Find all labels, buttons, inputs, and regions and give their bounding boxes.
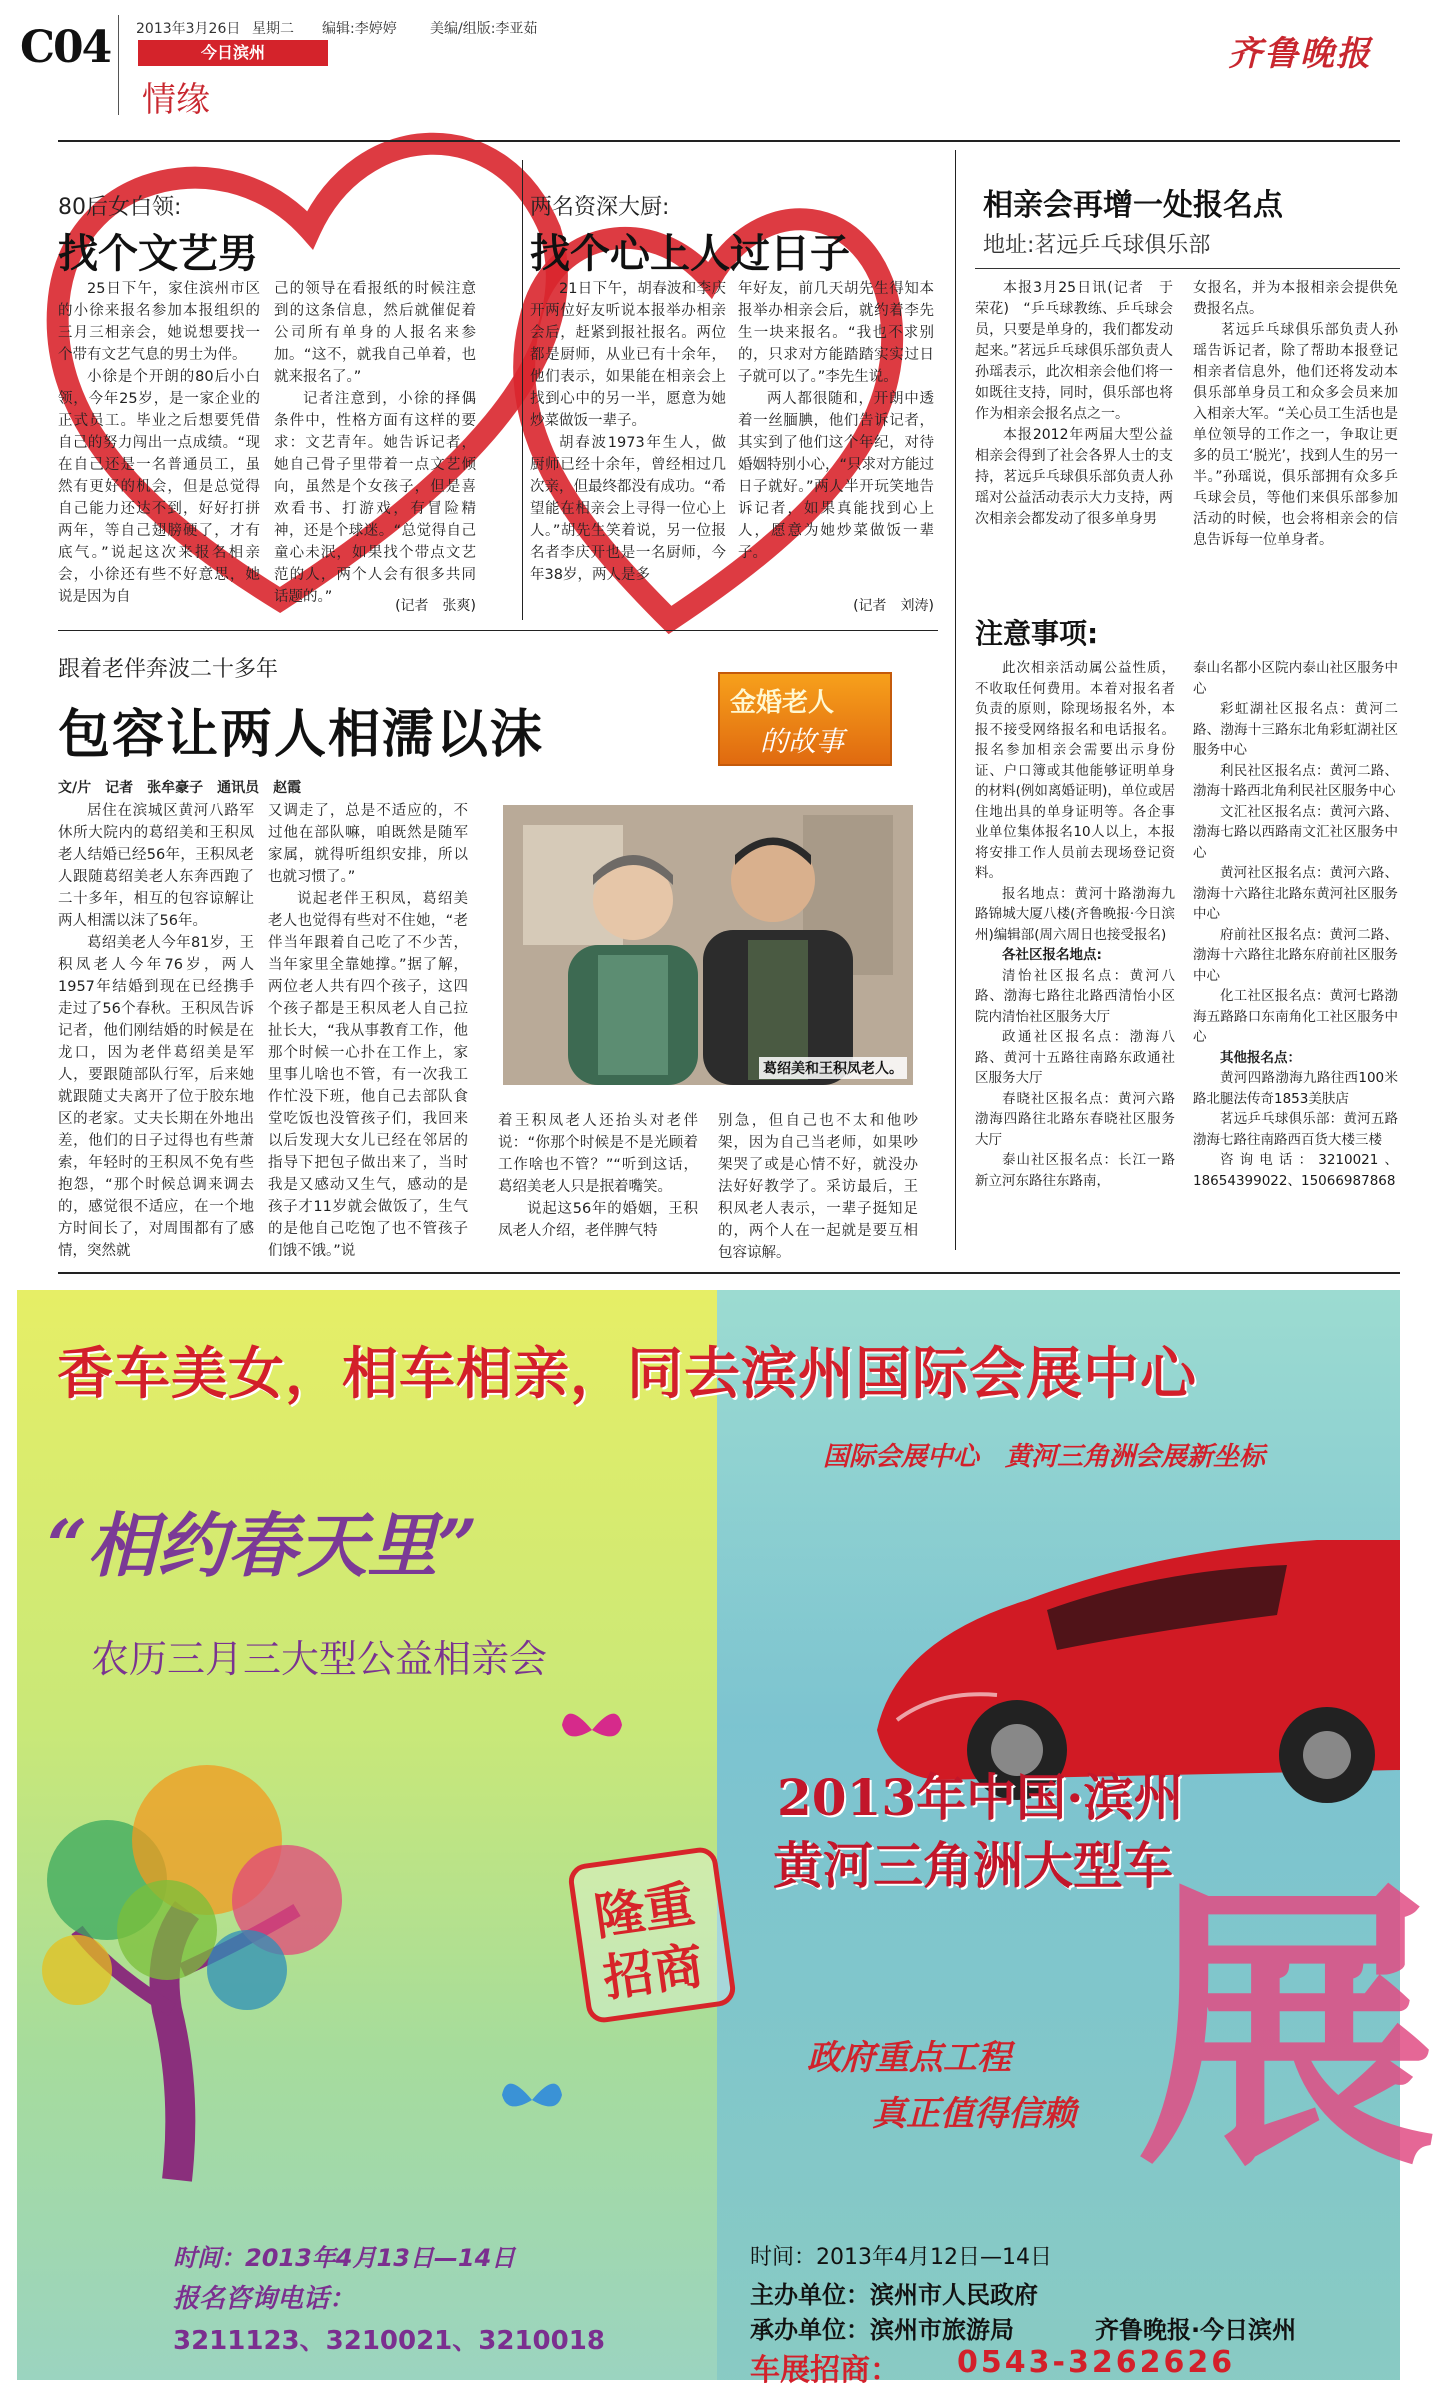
- paragraph: 别急，但自己也不太和他吵架，因为自己当老师，如果吵架哭了或是心情不好，就没办法好好教学了。采访最后，王积凤老人表示，一辈子挺知足的，两个人在一起就是要互相包容谅解。: [718, 1113, 918, 1261]
- paragraph: 葛绍美老人今年81岁，王积凤老人今年76岁，两人1957年结婚到现在已经携手走过了56个春秋。王积凤告诉记者，他们刚结婚的时候是在龙口，因为老伴葛绍美是军人，要跟随部队行军，后来她就跟随丈夫离开了位于胶东地区的老家。丈夫长期在外地出差，他们的日子过得也有些萧索，年轻时的王积凤不免有些抱怨，“那个时候总调来调去的，感觉很不适应，在一个地方时间长了，对周围都有了感情，突然就: [58, 935, 254, 1259]
- notice-location: 政通社区报名点：渤海八路、黄河十五路往南路东政通社区服务大厅: [975, 1029, 1175, 1086]
- notice-location: 泰山社区报名点：长江一路新立河东路往东路南，: [975, 1152, 1175, 1189]
- notice-column-a: [975, 658, 1175, 1248]
- story-column-2: [738, 278, 934, 610]
- notice-intro: 此次相亲活动属公益性质，不收取任何费用。本着对报名者负责的原则，除现场报名外，本报不接受网络报名和电话报名。报名参加相亲会需要出示身份证、户口簿或其他能够证明单身的材料(例如离婚证明)，单位或居住地出具的单身证明等。各企事业单位集体报名10人以上，本报将安排工作人员前去现场登记资料。: [975, 660, 1175, 881]
- paragraph: 本报3月25日讯(记者 于荣花) “乒乓球教练、乒乓球会员，只要是单身的，我们都发动起来。”茗远乒乓球俱乐部负责人孙瑶表示，此次相亲会他们将一如既往支持，同时，俱乐部也将作为相亲会报名点之一。: [975, 280, 1173, 422]
- notice-location: 黄河社区报名点：黄河六路、渤海十六路往北路东黄河社区服务中心: [1193, 865, 1398, 922]
- story-column-4: [718, 1110, 918, 1263]
- story-title: 包容让两人相濡以沫: [58, 705, 545, 765]
- stamp-line-2: 招商: [599, 1936, 707, 2008]
- event-time: 时间：2013年4月13日—14日: [173, 2244, 516, 2272]
- story-kicker: 两名资深大厨:: [530, 195, 670, 220]
- stamp-line-1: 隆重: [591, 1875, 699, 1947]
- notice-location: 府前社区报名点：黄河二路、渤海十六路往北路东府前社区服务中心: [1193, 926, 1398, 984]
- couple-photo-illustration: [503, 805, 913, 1085]
- story-column-2: [268, 800, 468, 1263]
- notice-location: 化工社区报名点：黄河七路渤海五路路口东南角化工社区服务中心: [1193, 988, 1398, 1045]
- paragraph: 本报2012年两届大型公益相亲会得到了社会各界人士的支持，茗远乒乓球俱乐部负责人孙瑶对公益活动表示大力支持，两次相亲会都发动了很多单身男: [975, 427, 1173, 527]
- story-kicker: 80后女白领:: [58, 195, 182, 220]
- story-byline: (记者 张爽): [395, 598, 476, 614]
- paragraph: 又调走了，总是不适应的，不过他在部队嘛，咱既然是随军家属，就得听组织安排，所以也就习惯了。”: [268, 803, 468, 885]
- badge-line-2: 的故事: [760, 725, 845, 758]
- design-credit: 美编/组版:李亚茹: [430, 21, 538, 37]
- paragraph: 年好友，前几天胡先生得知本报举办相亲会后，就约着李先生一块来报名。“我也不求别的，只求对方能踏踏实实过日子就可以了。”李先生说。: [738, 281, 934, 385]
- expo-big-character: 展: [1137, 1853, 1437, 2206]
- event-title: “相约春天里”: [47, 1504, 478, 1587]
- registration-label: 报名咨询电话：: [173, 2284, 356, 2314]
- story-column-1: [58, 278, 260, 610]
- paragraph: 己的领导在看报纸的时候注意到的这条信息，然后就催促着公司所有单身的人报名来参加。“这不，就我自己单着，也就来报名了。”: [274, 281, 476, 385]
- story-kicker: 跟着老伴奔波二十多年: [58, 657, 279, 682]
- story-white-collar: [58, 150, 520, 620]
- notice-location: 黄河四路渤海九路往西100米路北腿法传奇1853美肤店: [1193, 1070, 1398, 1107]
- expo-title-line-2: 黄河三角洲大型车: [773, 1836, 1173, 1895]
- butterfly-icon: [497, 2070, 567, 2130]
- sidebar: [975, 150, 1400, 1260]
- paragraph: 小徐是个开朗的80后小白领，今年25岁，是一家企业的正式员工。毕业之后想要凭借自己的努力闯出一点成绩。“现在自己还是一名普通员工，虽然有更好的机会，但是总觉得自己能力还达不到，好好打拼两年，等自己翅膀硬了，才有底气。”说起这次来报名相亲会，小徐还有些不好意思，她说是因为自: [58, 369, 260, 605]
- sidebar-divider: [955, 150, 956, 1250]
- expo-media-partner: 齐鲁晚报·今日滨州: [1095, 2316, 1297, 2344]
- paragraph: 记者注意到，小徐的择偶条件中，性格方面有这样的要求：文艺青年。她告诉记者，她自己骨子里带着一点文艺倾向，虽然是个女孩子，但是喜欢看书、打游戏，有冒险精神，还是个球迷。“总觉得自己童心未泯，如果找个带点文艺范的人，两个人会有很多共同话题的。”: [274, 391, 476, 605]
- expo-time: 时间：2013年4月12日—14日: [750, 2245, 1052, 2270]
- gov-slogan-1: 政府重点工程: [807, 2038, 1011, 2078]
- butterfly-icon: [557, 1700, 627, 1760]
- expo-host: 主办单位：滨州市人民政府: [750, 2281, 1038, 2309]
- notice-heading: 其他报名点：: [1220, 1049, 1301, 1066]
- tree-illustration: [17, 1710, 377, 2190]
- editor-credit: 编辑:李婷婷: [322, 21, 397, 37]
- notice-heading: 各社区报名地点:: [1002, 947, 1102, 963]
- photo-caption: 葛绍美和王积凤老人。: [759, 1057, 907, 1079]
- gov-slogan-2: 真正值得信赖: [872, 2094, 1076, 2134]
- story-title: 找个文艺男: [58, 231, 258, 277]
- hotline-label: 车展招商：: [750, 2353, 900, 2388]
- notice-location: 彩虹湖社区报名点：黄河二路、渤海十三路东北角彩虹湖社区服务中心: [1193, 701, 1398, 758]
- sidebar-rule: [975, 268, 1400, 269]
- column-divider: [522, 160, 523, 620]
- top-rule: [58, 140, 1400, 142]
- story-elderly-couple: [58, 640, 938, 1270]
- story-column-2: [274, 278, 476, 610]
- hotline-number: 0543-3262626: [957, 2345, 1236, 2380]
- notice-hq: 报名地点：黄河十路渤海九路锦城大厦八楼(齐鲁晚报·今日滨州)编辑部(周六周日也接受报名): [975, 885, 1175, 943]
- ad-tagline: 国际会展中心 黄河三角洲会展新坐标: [823, 1442, 1266, 1472]
- notice-location: 利民社区报名点：黄河二路、渤海十路西北角利民社区服务中心: [1193, 762, 1398, 799]
- paragraph: 胡春波1973年生人，做厨师已经十余年，曾经相过几次亲，但最终都没有成功。“希望能在相亲会上寻得一位心上人。”胡先生笑着说，另一位报名者李庆开也是一名厨师，今年38岁，两人是多: [530, 435, 727, 583]
- paragraph: 居住在滨城区黄河八路军休所大院内的葛绍美和王积凤老人结婚已经56年，王积凤老人跟随葛绍美老人东奔西跑了二十多年，相互的包容谅解让两人相濡以沫了56年。: [58, 803, 254, 929]
- registration-phones: 3211123、3210021、3210018: [173, 2326, 605, 2356]
- section-tag: 今日滨州: [138, 40, 328, 66]
- masthead-logo: 齐鲁晚报: [1228, 34, 1372, 74]
- story-divider: [58, 630, 938, 631]
- paragraph: 女报名，并为本报相亲会提供免费报名点。: [1193, 280, 1398, 317]
- story-byline: 文/片 记者 张牟豪子 通讯员 赵霞: [58, 780, 302, 796]
- notice-location: 茗远乒乓球俱乐部：黄河五路渤海七路往南路西百货大楼三楼: [1193, 1111, 1398, 1148]
- notice-location: 文汇社区报名点：黄河六路、渤海七路以西路南文汇社区服务中心: [1193, 803, 1398, 861]
- sidebar-title: 相亲会再增一处报名点: [983, 188, 1283, 223]
- notice-column-b: [1193, 658, 1398, 1248]
- page-bottom-rule: [58, 1272, 1400, 1274]
- notice-phone: 咨询电话：3210021、18654399022、15066987868: [1193, 1152, 1398, 1189]
- issue-date: 2013年3月26日: [136, 21, 241, 37]
- paragraph: 说起这56年的婚姻，王积凤老人介绍，老伴脾气特: [498, 1201, 698, 1239]
- badge-line-1: 金婚老人: [730, 688, 835, 718]
- paragraph: 21日下午，胡春波和李庆开两位好友听说本报举办相亲会后，赶紧到报社报名。两位都是厨师，从业已有十余年，他们表示，如果能在相亲会上找到心中的另一半，愿意为她炒菜做饭一辈子。: [530, 281, 726, 429]
- story-column-1: [58, 800, 254, 1263]
- golden-wedding-badge: [718, 672, 892, 766]
- paragraph: 两人都很随和，开朗中透着一丝腼腆，他们告诉记者，其实到了他们这个年纪，对待婚姻特别小心，“只求对方能过日子就好。”两人半开玩笑地告诉记者，如果真能找到心上人，愿意为她炒菜做饭一辈子。: [738, 391, 935, 561]
- notice-location: 泰山名都小区院内泰山社区服务中心: [1193, 660, 1398, 697]
- page-code: C04: [20, 22, 111, 73]
- notice-location: 清怡社区报名点：黄河八路、渤海七路往北路西清怡小区院内清怡社区服务大厅: [975, 967, 1175, 1025]
- section-name: 情缘: [142, 80, 210, 120]
- paragraph: 说起老伴王积凤，葛绍美老人也觉得有些对不住她，“老伴当年跟着自己吃了不少苦，当年家里全靠她撑。”据了解，两位老人共有四个孩子，这四个孩子都是王积凤老人自己拉扯长大，“我从事教育工作，他那个时候一心扑在工作上，家里事儿啥也不管，有一次我工作忙没下班，他自己去部队食堂吃饭也没管孩子们，我回来以后发现大女儿已经在邻居的指导下把包子做出来了，当时我是又感动又生气，感动的是孩子才11岁就会做饭了，生气的是他自己吃饱了也不管孩子们饿不饿。”说: [268, 891, 468, 1259]
- sidebar-subtitle: 地址:茗远乒乓球俱乐部: [983, 233, 1211, 258]
- ad-headline: 香车美女，相车相亲，同去滨州国际会展中心: [57, 1342, 1197, 1407]
- expo-title-line-1: 2013年中国·滨州: [777, 1768, 1184, 1827]
- event-subtitle: 农历三月三大型公益相亲会: [91, 1637, 548, 1681]
- expo-advertisement: [17, 1290, 1437, 2388]
- couple-photo: [503, 805, 913, 1085]
- notice-location: 春晓社区报名点：黄河六路渤海四路往北路东春晓社区服务大厅: [975, 1090, 1175, 1148]
- investment-stamp: [567, 1845, 738, 2024]
- story-column-3: [498, 1110, 698, 1263]
- paragraph: 茗远乒乓球俱乐部负责人孙瑶告诉记者，除了帮助本报登记相亲者信息外，他们还将发动本俱乐部单身员工和众多会员来加入相亲大军。“关心员工生活也是单位领导的工作之一，争取让更多的员工‘脱光’，找到人生的另一半。”孙瑶说，俱乐部拥有众多乒乓球会员，等他们来俱乐部参加活动的时候，也会将相亲会的信息告诉每一位单身者。: [1193, 322, 1398, 548]
- story-byline: (记者 刘涛): [853, 598, 934, 614]
- notice-title: 注意事项:: [975, 617, 1099, 650]
- paragraph: 着王积凤老人还抬头对老伴说：“你那个时候是不是光顾着工作啥也不管？”“听到这话，葛绍美老人只是抿着嘴笑。: [498, 1113, 698, 1195]
- expo-organizer: 承办单位：滨州市旅游局: [750, 2316, 1014, 2344]
- story-title: 找个心上人过日子: [530, 231, 850, 277]
- story-column-1: [530, 278, 726, 610]
- paragraph: 25日下午，家住滨州市区的小徐来报名参加本报组织的三月三相亲会，她说想要找一个带有文艺气息的男士为伴。: [58, 281, 260, 363]
- issue-weekday: 星期二: [252, 21, 294, 37]
- story-chefs: [530, 150, 940, 620]
